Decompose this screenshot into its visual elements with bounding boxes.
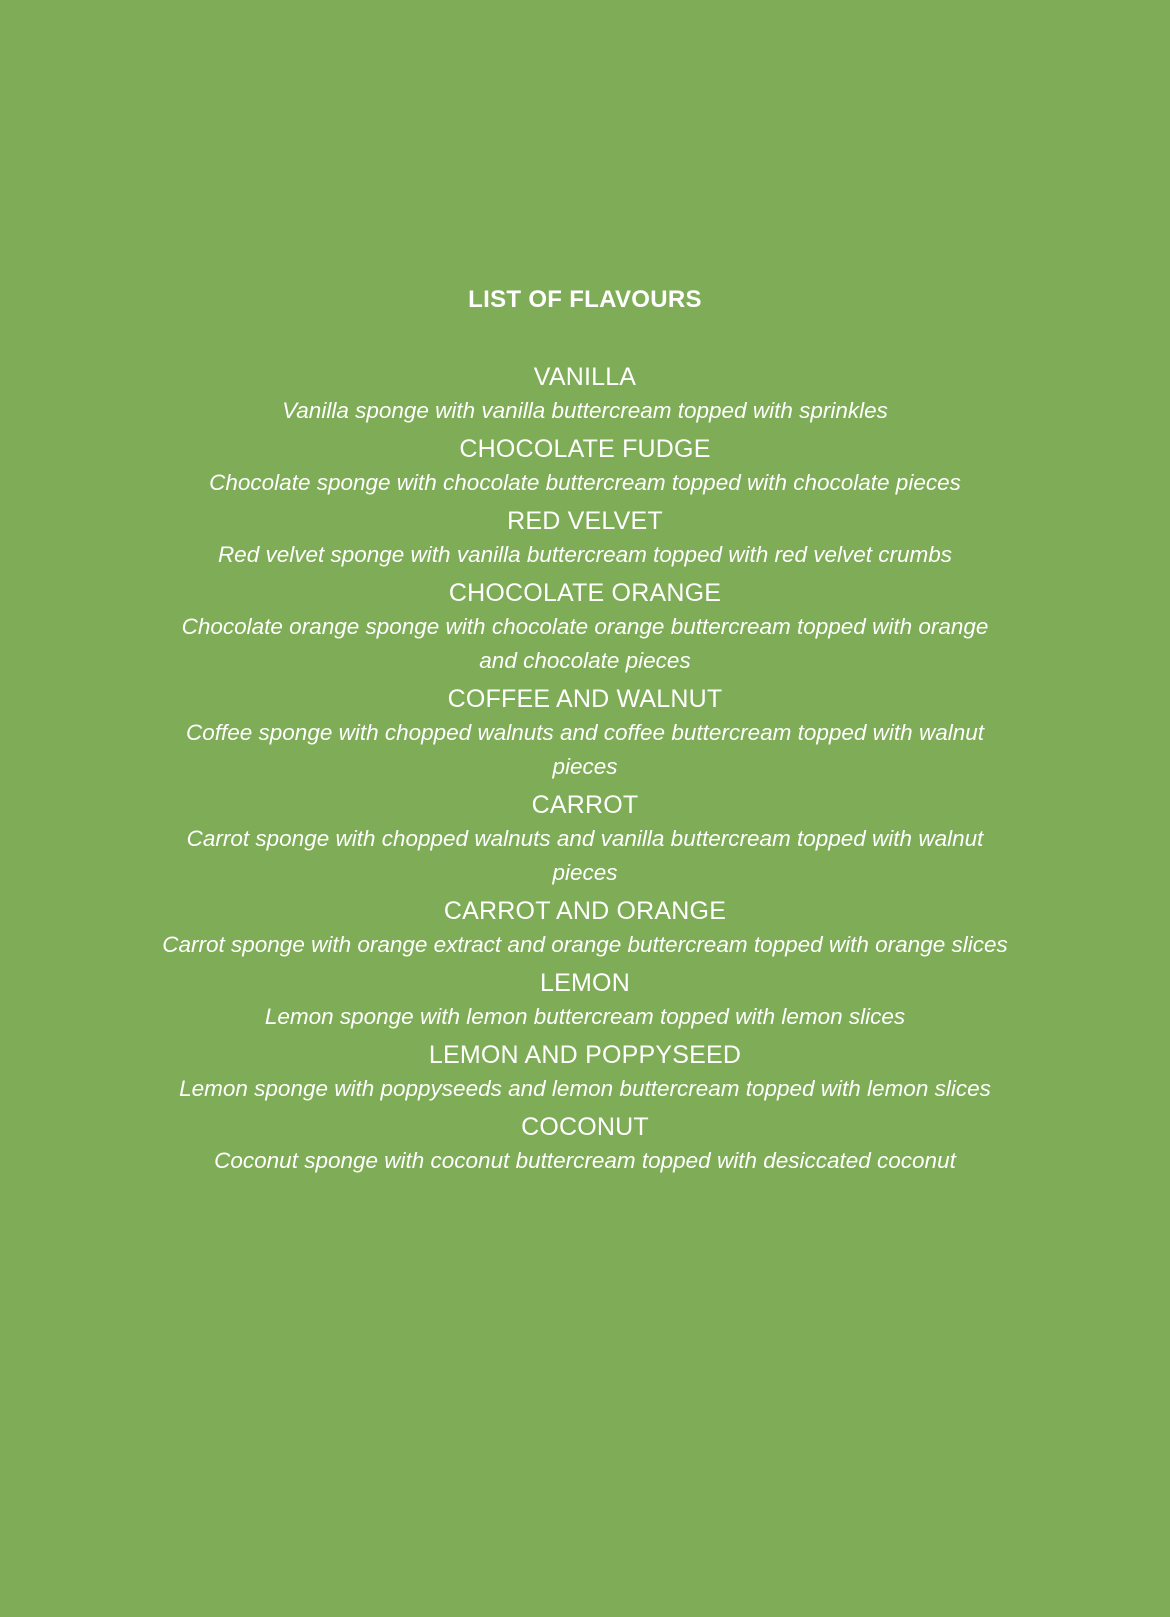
flavour-description: Carrot sponge with orange extract and orange buttercream topped with orange slices [162,932,1008,957]
flavour-description: Lemon sponge with poppyseeds and lemon buttercream topped with lemon slices [179,1076,991,1101]
flavour-description: Coconut sponge with coconut buttercream topped with desiccated coconut [214,1148,956,1173]
flavour-description: Red velvet sponge with vanilla buttercream topped with red velvet crumbs [217,542,953,567]
flavour-item-chocolate-orange [160,576,1010,678]
flavour-item-chocolate-fudge [160,432,1010,500]
flavour-name: RED VELVET [507,507,663,535]
flavour-name: CARROT [531,791,639,819]
flavour-item-lemon-and-poppyseed [160,1038,1010,1106]
flavour-description: Carrot sponge with chopped walnuts and vanilla buttercream topped with walnut pieces [186,826,984,885]
flavour-name: CHOCOLATE ORANGE [448,579,722,607]
flavour-description: Coffee sponge with chopped walnuts and coffee buttercream topped with walnut pieces [185,720,984,779]
flavour-description: Vanilla sponge with vanilla buttercream topped with sprinkles [282,398,888,423]
flavour-item-coconut [160,1110,1010,1178]
flavour-name: CHOCOLATE FUDGE [459,435,711,463]
flavour-name: COCONUT [521,1113,649,1141]
flavour-description: Chocolate sponge with chocolate buttercream topped with chocolate pieces [209,470,961,495]
flavour-name: COFFEE AND WALNUT [447,685,723,713]
flavour-item-coffee-and-walnut [160,682,1010,784]
flavour-name: LEMON [540,969,630,997]
flavour-item-lemon [160,966,1010,1034]
flavour-item-carrot [160,788,1010,890]
flavour-list [160,360,1010,1182]
flavour-name: LEMON AND POPPYSEED [428,1041,742,1069]
flavour-description: Lemon sponge with lemon buttercream topped with lemon slices [264,1004,906,1029]
flavour-item-carrot-and-orange [160,894,1010,962]
flavour-item-vanilla [160,360,1010,428]
flavour-item-red-velvet [160,504,1010,572]
flavour-name: CARROT AND ORANGE [443,897,727,925]
flavour-description: Chocolate orange sponge with chocolate orange buttercream topped with orange and chocolate pieces [181,614,989,673]
page-title: LIST OF FLAVOURS [468,286,702,313]
flavour-name: VANILLA [533,363,637,391]
